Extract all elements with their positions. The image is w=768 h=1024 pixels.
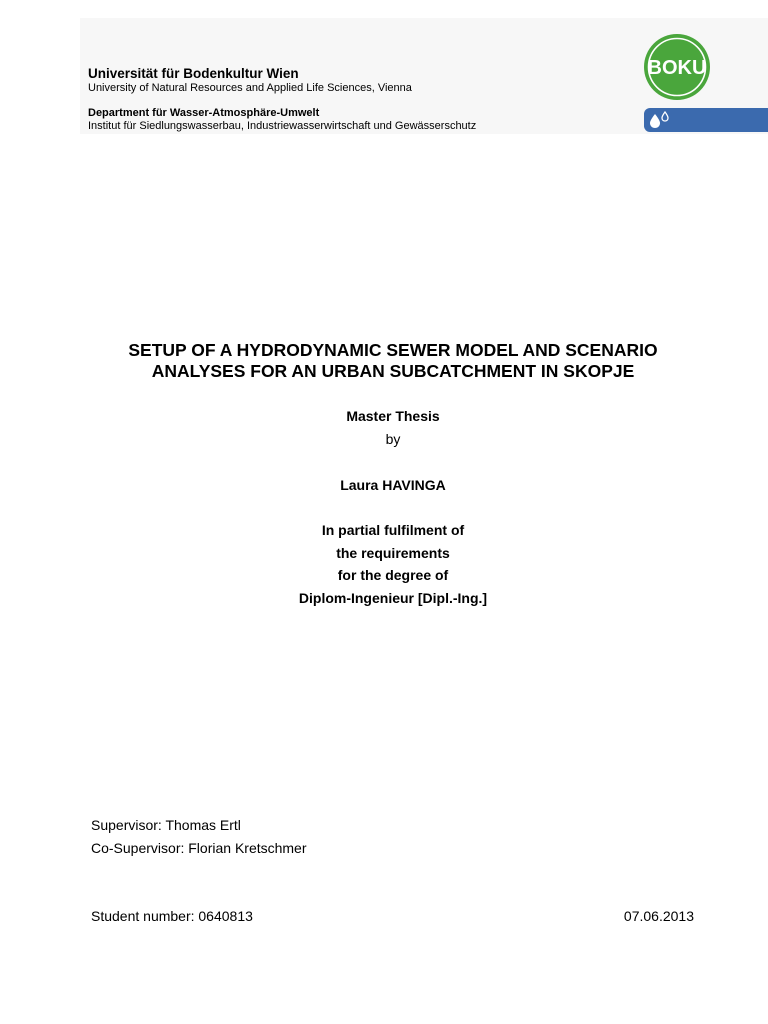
water-drops-icon [647,110,671,130]
supervisor: Supervisor: Thomas Ertl [91,817,241,833]
requirements-line-3: for the degree of [337,567,449,583]
thesis-type-block [0,405,768,450]
submission-date: 07.06.2013 [623,908,694,924]
author-name: Laura HAVINGA [340,477,446,493]
svg-text:BOKU: BOKU [647,57,707,79]
department-name: Department für Wasser-Atmosphäre-Umwelt [88,107,320,119]
thesis-type: Master Thesis [346,408,440,424]
title-line-1: SETUP OF A HYDRODYNAMIC SEWER MODEL AND SCENARIO [128,340,658,360]
thesis-title [0,340,768,382]
university-name: Universität für Bodenkultur Wien [88,66,299,81]
by-label: by [385,430,401,447]
degree-name: Diplom-Ingenieur [Dipl.-Ing.] [298,589,488,606]
requirements-line-2: the requirements [336,544,450,561]
co-supervisor: Co-Supervisor: Florian Kretschmer [91,840,307,856]
requirements-line-1: In partial fulfilment of [321,522,465,538]
title-line-2: ANALYSES FOR AN URBAN SUBCATCHMENT IN SKOPJE [151,361,635,381]
boku-logo [642,32,712,102]
student-number: Student number: 0640813 [91,908,253,924]
requirements-block [0,519,768,609]
university-name-english: University of Natural Resources and Applied Life Sciences, Vienna [88,82,412,94]
institute-name: Institut für Siedlungswasserbau, Industriewasserwirtschaft und Gewässerschutz [88,120,477,132]
